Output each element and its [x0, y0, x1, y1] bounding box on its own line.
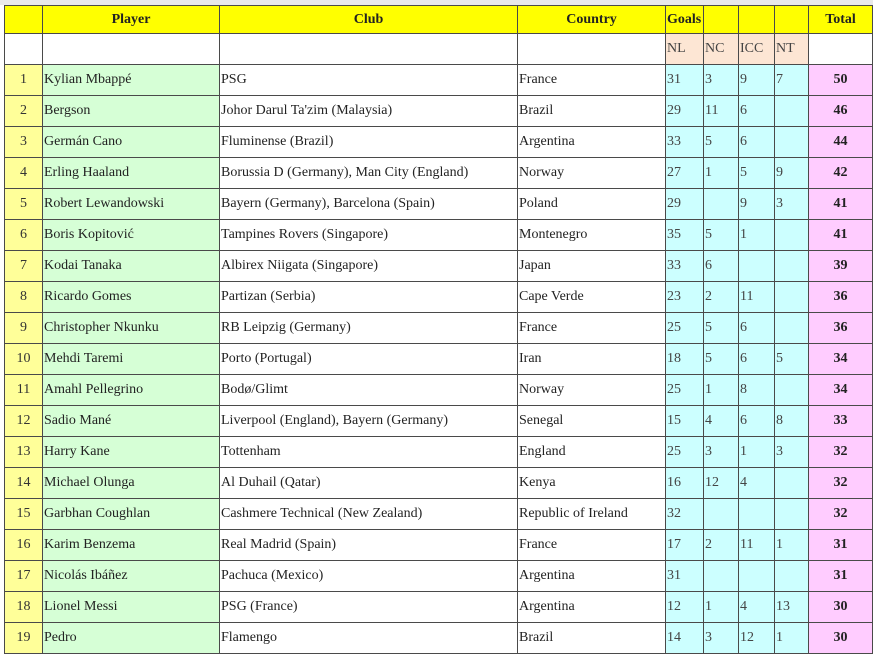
goals-nl-cell: 29 [666, 96, 704, 127]
goals-nt-cell: 3 [775, 437, 809, 468]
rank-cell: 2 [5, 96, 43, 127]
table-row [5, 499, 873, 530]
club-cell: Borussia D (Germany), Man City (England) [220, 158, 518, 189]
player-cell: Lionel Messi [43, 592, 220, 623]
player-cell: Mehdi Taremi [43, 344, 220, 375]
country-cell: France [518, 65, 666, 96]
header-rank [5, 6, 43, 34]
goals-icc-cell: 9 [739, 189, 775, 220]
goals-icc-cell: 11 [739, 530, 775, 561]
goals-nt-cell: 13 [775, 592, 809, 623]
country-cell: England [518, 437, 666, 468]
goals-nt-cell [775, 561, 809, 592]
total-cell: 36 [809, 313, 873, 344]
country-cell: Argentina [518, 592, 666, 623]
table-row [5, 251, 873, 282]
club-cell: Bayern (Germany), Barcelona (Spain) [220, 189, 518, 220]
country-cell: Argentina [518, 127, 666, 158]
goals-nc-cell: 2 [704, 530, 739, 561]
goals-icc-cell: 9 [739, 65, 775, 96]
goals-nl-cell: 15 [666, 406, 704, 437]
table-row [5, 220, 873, 251]
goals-icc-cell: 1 [739, 437, 775, 468]
country-cell: Kenya [518, 468, 666, 499]
goals-nl-cell: 33 [666, 127, 704, 158]
header-goals-blank [704, 6, 739, 34]
table-row [5, 282, 873, 313]
country-cell: Brazil [518, 96, 666, 127]
subheader-icc: ICC [739, 34, 775, 65]
total-cell: 30 [809, 623, 873, 654]
club-cell: Fluminense (Brazil) [220, 127, 518, 158]
goals-nc-cell: 5 [704, 220, 739, 251]
goals-nt-cell: 9 [775, 158, 809, 189]
goals-nl-cell: 32 [666, 499, 704, 530]
goals-nl-cell: 12 [666, 592, 704, 623]
club-cell: Pachuca (Mexico) [220, 561, 518, 592]
rank-cell: 4 [5, 158, 43, 189]
header-player: Player [43, 6, 220, 34]
player-cell: Amahl Pellegrino [43, 375, 220, 406]
table-row [5, 592, 873, 623]
country-cell: Cape Verde [518, 282, 666, 313]
total-cell: 36 [809, 282, 873, 313]
club-cell: Real Madrid (Spain) [220, 530, 518, 561]
table-row [5, 127, 873, 158]
subheader-nl: NL [666, 34, 704, 65]
table-row [5, 375, 873, 406]
table-row [5, 313, 873, 344]
header-country: Country [518, 6, 666, 34]
goals-nl-cell: 31 [666, 561, 704, 592]
player-cell: Robert Lewandowski [43, 189, 220, 220]
subheader-blank [5, 34, 43, 65]
club-cell: PSG (France) [220, 592, 518, 623]
table-body [5, 65, 873, 654]
player-cell: Christopher Nkunku [43, 313, 220, 344]
rank-cell: 18 [5, 592, 43, 623]
goals-nc-cell: 3 [704, 65, 739, 96]
club-cell: Porto (Portugal) [220, 344, 518, 375]
country-cell: Montenegro [518, 220, 666, 251]
rank-cell: 13 [5, 437, 43, 468]
total-cell: 31 [809, 561, 873, 592]
table-row [5, 406, 873, 437]
subheader-row [5, 34, 873, 65]
goals-nt-cell: 5 [775, 344, 809, 375]
goals-nl-cell: 25 [666, 313, 704, 344]
subheader-blank [220, 34, 518, 65]
rank-cell: 9 [5, 313, 43, 344]
rank-cell: 3 [5, 127, 43, 158]
player-cell: Pedro [43, 623, 220, 654]
total-cell: 32 [809, 468, 873, 499]
rank-cell: 1 [5, 65, 43, 96]
country-cell: Japan [518, 251, 666, 282]
goals-nt-cell: 8 [775, 406, 809, 437]
goals-nc-cell: 3 [704, 623, 739, 654]
rank-cell: 7 [5, 251, 43, 282]
goals-nt-cell [775, 313, 809, 344]
goals-nc-cell: 1 [704, 375, 739, 406]
goals-icc-cell: 8 [739, 375, 775, 406]
rank-cell: 14 [5, 468, 43, 499]
subheader-nc: NC [704, 34, 739, 65]
club-cell: Bodø/Glimt [220, 375, 518, 406]
subheader-nt: NT [775, 34, 809, 65]
total-cell: 50 [809, 65, 873, 96]
club-cell: RB Leipzig (Germany) [220, 313, 518, 344]
club-cell: PSG [220, 65, 518, 96]
country-cell: Republic of Ireland [518, 499, 666, 530]
goals-nc-cell [704, 561, 739, 592]
goals-nt-cell [775, 127, 809, 158]
goals-nc-cell [704, 499, 739, 530]
country-cell: Iran [518, 344, 666, 375]
table-row [5, 561, 873, 592]
total-cell: 32 [809, 437, 873, 468]
goals-nt-cell: 7 [775, 65, 809, 96]
country-cell: Norway [518, 158, 666, 189]
total-cell: 32 [809, 499, 873, 530]
goals-nt-cell [775, 220, 809, 251]
rank-cell: 8 [5, 282, 43, 313]
total-cell: 42 [809, 158, 873, 189]
rank-cell: 10 [5, 344, 43, 375]
country-cell: Argentina [518, 561, 666, 592]
rank-cell: 11 [5, 375, 43, 406]
goals-nc-cell: 11 [704, 96, 739, 127]
total-cell: 46 [809, 96, 873, 127]
rank-cell: 12 [5, 406, 43, 437]
club-cell: Cashmere Technical (New Zealand) [220, 499, 518, 530]
club-cell: Johor Darul Ta'zim (Malaysia) [220, 96, 518, 127]
goals-nc-cell: 5 [704, 313, 739, 344]
total-cell: 33 [809, 406, 873, 437]
goals-nt-cell [775, 96, 809, 127]
country-cell: Norway [518, 375, 666, 406]
country-cell: Brazil [518, 623, 666, 654]
goals-icc-cell: 6 [739, 406, 775, 437]
goals-nl-cell: 29 [666, 189, 704, 220]
rank-cell: 16 [5, 530, 43, 561]
goals-nl-cell: 17 [666, 530, 704, 561]
subheader-blank [809, 34, 873, 65]
goals-nc-cell: 12 [704, 468, 739, 499]
player-cell: Kylian Mbappé [43, 65, 220, 96]
goals-nl-cell: 31 [666, 65, 704, 96]
header-total: Total [809, 6, 873, 34]
country-cell: Poland [518, 189, 666, 220]
header-club: Club [220, 6, 518, 34]
player-cell: Bergson [43, 96, 220, 127]
total-cell: 39 [809, 251, 873, 282]
rank-cell: 15 [5, 499, 43, 530]
club-cell: Tottenham [220, 437, 518, 468]
goals-nt-cell [775, 282, 809, 313]
goals-icc-cell: 4 [739, 468, 775, 499]
club-cell: Liverpool (England), Bayern (Germany) [220, 406, 518, 437]
goals-nc-cell: 5 [704, 344, 739, 375]
header-goals: Goals [666, 6, 704, 34]
table-row [5, 530, 873, 561]
table-row [5, 189, 873, 220]
player-cell: Sadio Mané [43, 406, 220, 437]
player-cell: Garbhan Coughlan [43, 499, 220, 530]
rank-cell: 5 [5, 189, 43, 220]
table-row [5, 158, 873, 189]
club-cell: Partizan (Serbia) [220, 282, 518, 313]
player-cell: Harry Kane [43, 437, 220, 468]
goals-nl-cell: 25 [666, 437, 704, 468]
goals-icc-cell [739, 499, 775, 530]
subheader-blank [518, 34, 666, 65]
player-cell: Germán Cano [43, 127, 220, 158]
goals-nl-cell: 25 [666, 375, 704, 406]
club-cell: Albirex Niigata (Singapore) [220, 251, 518, 282]
goals-nc-cell: 1 [704, 158, 739, 189]
goals-nt-cell: 1 [775, 623, 809, 654]
club-cell: Tampines Rovers (Singapore) [220, 220, 518, 251]
goals-nl-cell: 23 [666, 282, 704, 313]
table-row [5, 96, 873, 127]
goals-nt-cell: 1 [775, 530, 809, 561]
total-cell: 31 [809, 530, 873, 561]
club-cell: Flamengo [220, 623, 518, 654]
header-goals-blank [739, 6, 775, 34]
rank-cell: 19 [5, 623, 43, 654]
player-cell: Michael Olunga [43, 468, 220, 499]
goals-nl-cell: 27 [666, 158, 704, 189]
goals-nc-cell: 3 [704, 437, 739, 468]
table-row [5, 468, 873, 499]
rank-cell: 6 [5, 220, 43, 251]
goals-nc-cell: 4 [704, 406, 739, 437]
subheader-blank [43, 34, 220, 65]
total-cell: 44 [809, 127, 873, 158]
goals-nl-cell: 18 [666, 344, 704, 375]
goals-nc-cell: 2 [704, 282, 739, 313]
goals-icc-cell: 5 [739, 158, 775, 189]
total-cell: 41 [809, 189, 873, 220]
goals-nc-cell: 6 [704, 251, 739, 282]
table-row [5, 65, 873, 96]
goals-nt-cell [775, 468, 809, 499]
goals-icc-cell: 4 [739, 592, 775, 623]
table-row [5, 344, 873, 375]
header-row [5, 6, 873, 34]
goals-nl-cell: 14 [666, 623, 704, 654]
goals-nl-cell: 35 [666, 220, 704, 251]
goals-nl-cell: 16 [666, 468, 704, 499]
goals-icc-cell: 6 [739, 127, 775, 158]
rank-cell: 17 [5, 561, 43, 592]
goals-icc-cell [739, 561, 775, 592]
goals-nc-cell: 5 [704, 127, 739, 158]
player-cell: Boris Kopitović [43, 220, 220, 251]
total-cell: 34 [809, 344, 873, 375]
goals-icc-cell: 12 [739, 623, 775, 654]
player-cell: Nicolás Ibáñez [43, 561, 220, 592]
goals-icc-cell: 6 [739, 344, 775, 375]
top-scorers-table [4, 5, 873, 654]
header-goals-blank [775, 6, 809, 34]
total-cell: 41 [809, 220, 873, 251]
goals-nt-cell [775, 499, 809, 530]
country-cell: France [518, 313, 666, 344]
goals-nc-cell [704, 189, 739, 220]
player-cell: Karim Benzema [43, 530, 220, 561]
goals-nt-cell: 3 [775, 189, 809, 220]
goals-icc-cell: 6 [739, 313, 775, 344]
goals-nt-cell [775, 251, 809, 282]
goals-icc-cell: 6 [739, 96, 775, 127]
goals-icc-cell: 11 [739, 282, 775, 313]
goals-nc-cell: 1 [704, 592, 739, 623]
player-cell: Erling Haaland [43, 158, 220, 189]
goals-nl-cell: 33 [666, 251, 704, 282]
total-cell: 30 [809, 592, 873, 623]
goals-icc-cell [739, 251, 775, 282]
total-cell: 34 [809, 375, 873, 406]
goals-nt-cell [775, 375, 809, 406]
player-cell: Ricardo Gomes [43, 282, 220, 313]
table-row [5, 437, 873, 468]
player-cell: Kodai Tanaka [43, 251, 220, 282]
club-cell: Al Duhail (Qatar) [220, 468, 518, 499]
country-cell: Senegal [518, 406, 666, 437]
goals-icc-cell: 1 [739, 220, 775, 251]
country-cell: France [518, 530, 666, 561]
